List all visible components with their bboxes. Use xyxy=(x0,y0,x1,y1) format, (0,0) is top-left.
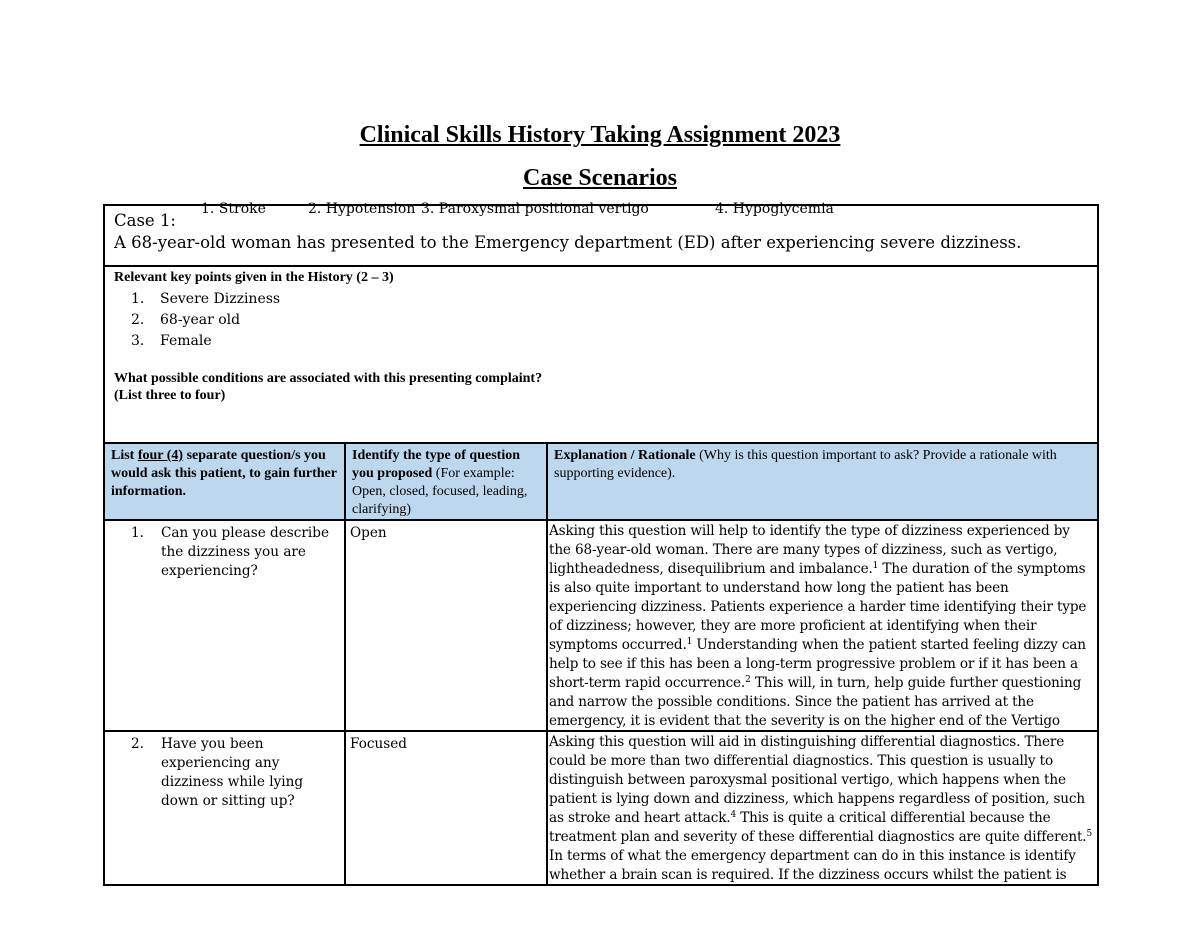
table-header-row xyxy=(105,444,1097,521)
key-point-item: 3. Female xyxy=(131,333,212,349)
key-points-section xyxy=(105,267,1097,444)
question-type: Focused xyxy=(346,732,548,884)
condition-item: 2. Hypotension xyxy=(308,201,416,217)
conditions-instruction: (List three to four) xyxy=(114,388,226,403)
question-cell xyxy=(105,521,346,730)
question-cell xyxy=(105,732,346,884)
question-number: 1. xyxy=(131,525,144,541)
conditions-question: What possible conditions are associated with this presenting complaint? xyxy=(114,371,543,386)
key-point-item: 2. 68-year old xyxy=(131,312,241,328)
header-question-type: Identify the type of question you proposed (For example: Open, closed, focused, leading, clarifying) xyxy=(346,444,548,519)
question-text: Have you been experiencing any dizziness while lying down or sitting up? xyxy=(161,736,304,809)
table-row xyxy=(105,732,1097,884)
table-row xyxy=(105,521,1097,732)
case-description: A 68-year-old woman has presented to the Emergency department (ED) after experiencing severe dizziness. xyxy=(114,233,1022,252)
rationale-text: Asking this question will aid in distinguishing differential diagnostics. There could be more than two differential diagnostics. This question is usually to distinguish between paroxysmal positional vertigo, which happens when the patient is lying down and dizziness, which happens regardless of position, such as stroke and heart attack.$^4$ This is quite a critical differential because the treatment plan and severity of these differential diagnostics are quite different.$^5$ In terms of what the emergency department can do in this instance is identify whether a brain scan is required. If the dizziness occurs whilst the patient is xyxy=(549,734,1093,883)
question-type: Open xyxy=(346,521,548,730)
document-subtitle: Case Scenarios xyxy=(523,165,677,191)
key-points-heading: Relevant key points given in the History (2 – 3) xyxy=(114,270,394,285)
header-rationale: Explanation / Rationale (Why is this question important to ask? Provide a rationale with supporting evidence). xyxy=(554,448,1057,481)
question-number: 2. xyxy=(131,736,144,752)
rationale-text: Asking this question will help to identify the type of dizziness experienced by the 68-year-old woman. There are many types of dizziness, such as vertigo, lightheadedness, disequilibrium and imbalance.$^1$ The duration of the symptoms is also quite important to understand how long the patient has been experiencing dizziness. Patients experience a harder time identifying their type of dizziness; however, they are more proficient at identifying when their symptoms occurred.$^1$ Understanding when the patient started feeling dizzy can help to see if this has been a long-term progressive problem or if it has been a short-term rapid occurrence.$^2$ This will, in turn, help guide further questioning and narrow the possible conditions. Since the patient has arrived at the emergency, it is evident that the severity is on the higher end of the Vertigo xyxy=(549,523,1087,729)
condition-item: 3. Paroxysmal positional vertigo xyxy=(421,201,649,217)
document-title: Clinical Skills History Taking Assignment 2023 xyxy=(359,122,841,148)
case-table xyxy=(103,204,1099,886)
header-questions: List four (4) separate question/s you would ask this patient, to gain further information. xyxy=(105,444,346,519)
condition-item: 4. Hypoglycemia xyxy=(715,201,834,217)
question-text: Can you please describe the dizziness you are experiencing? xyxy=(161,525,329,579)
key-point-item: 1. Severe Dizziness xyxy=(131,291,281,307)
condition-item: 1. Stroke xyxy=(201,201,266,217)
case-label: Case 1: xyxy=(114,211,176,230)
